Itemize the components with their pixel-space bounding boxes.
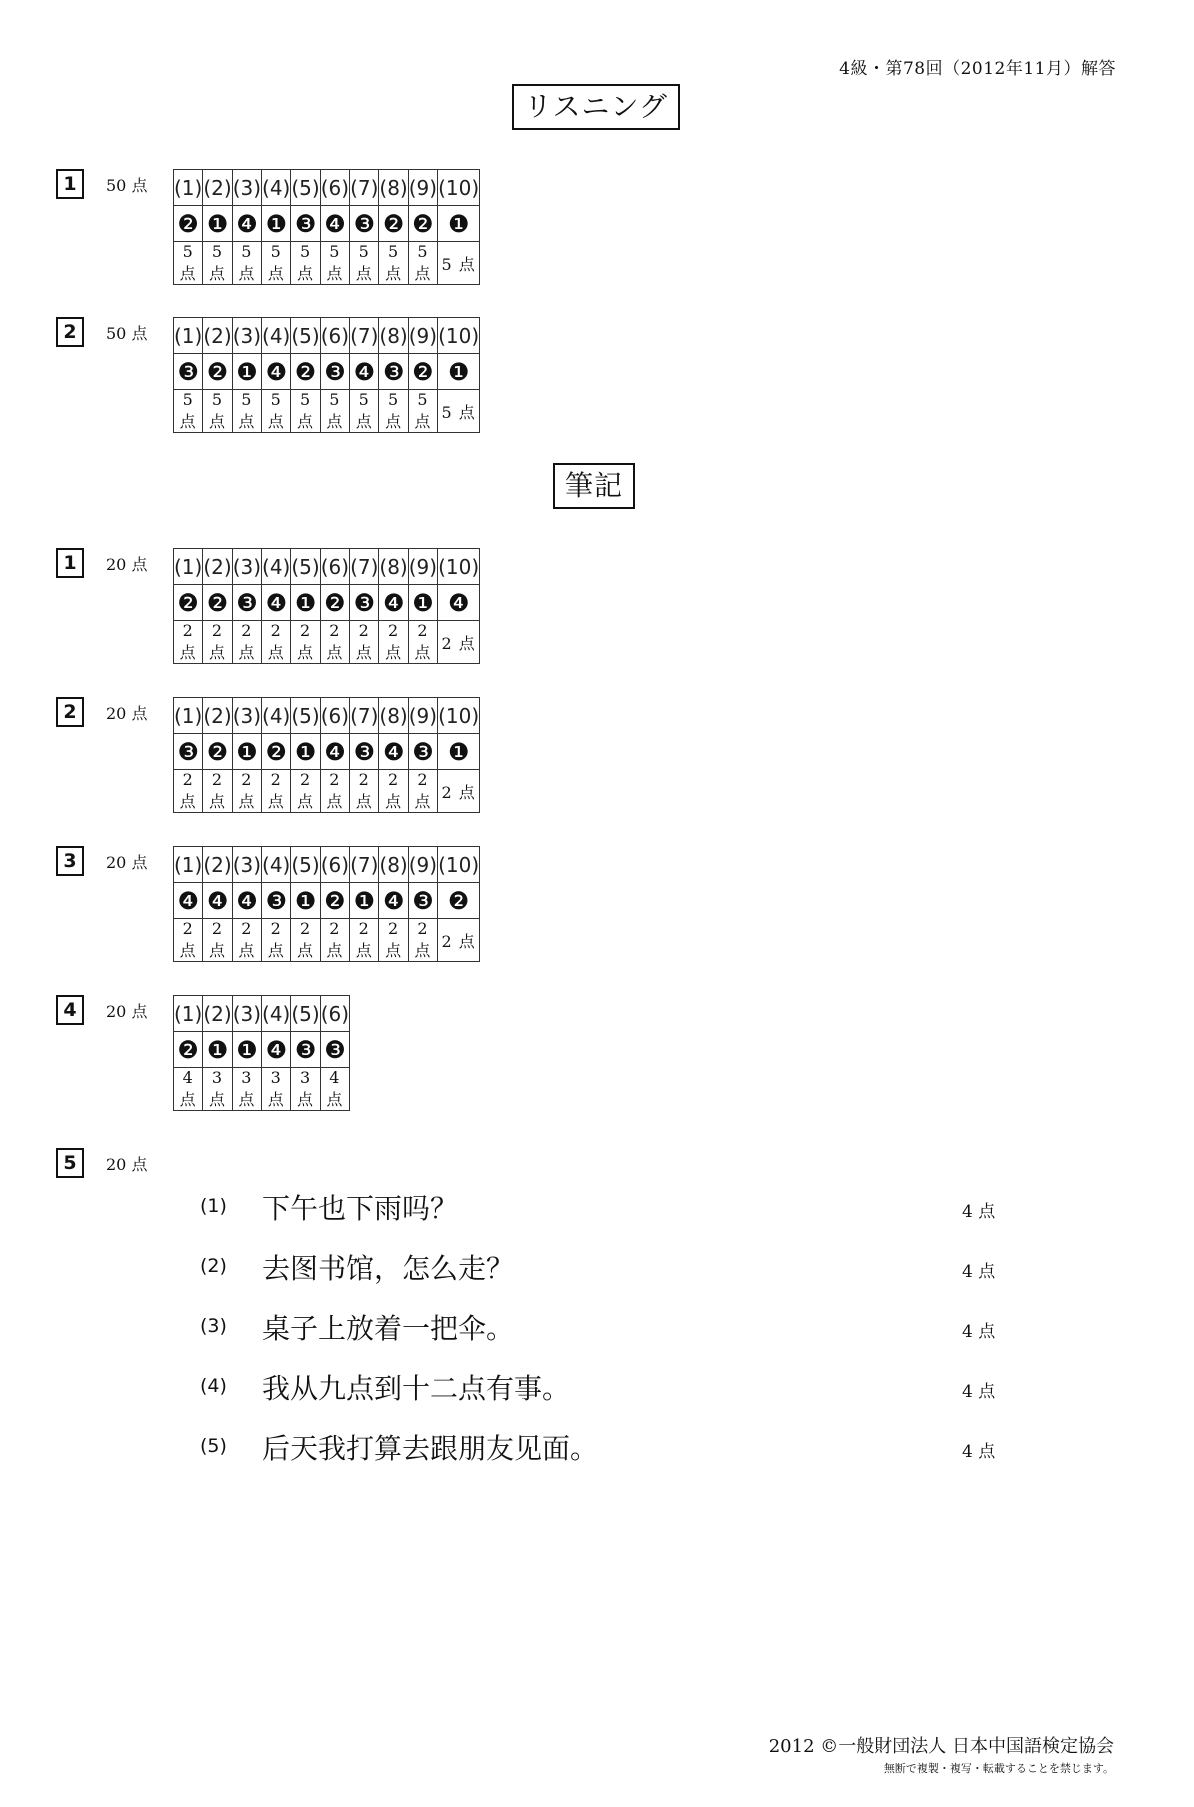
- answer-choice: ❸: [350, 734, 379, 770]
- question-label: (10): [438, 170, 480, 206]
- answer-choice: ❹: [320, 734, 349, 770]
- table-row: [174, 847, 480, 883]
- question-number: 2: [56, 697, 84, 727]
- question-label: (9): [408, 698, 437, 734]
- question-label: (3): [232, 318, 261, 354]
- sentence-points: 4 点: [962, 1442, 996, 1462]
- answer-choice: ❸: [174, 354, 203, 390]
- answer-choice: ❹: [262, 354, 291, 390]
- answer-choice: ❷: [174, 206, 203, 242]
- answer-choice: ❹: [379, 585, 408, 621]
- points-cell: 5 点: [350, 390, 379, 433]
- question-label: (2): [203, 318, 232, 354]
- points-cell: 5 点: [408, 390, 437, 433]
- question-label: (3): [232, 698, 261, 734]
- question-label: (2): [203, 698, 232, 734]
- answer-choice: ❷: [174, 1032, 203, 1068]
- question-number: 3: [56, 846, 84, 876]
- points-cell: 5 点: [203, 242, 232, 285]
- question-label: (5): [291, 318, 320, 354]
- points-cell: 2 点: [203, 919, 232, 962]
- question-label: (1): [174, 318, 203, 354]
- points-cell: 5 点: [291, 390, 320, 433]
- question-number: 2: [56, 317, 84, 347]
- question-label: (4): [262, 318, 291, 354]
- points-cell: 4 点: [320, 1068, 349, 1111]
- question-label: (6): [320, 698, 349, 734]
- answer-choice: ❷: [291, 354, 320, 390]
- table-row: [174, 919, 480, 962]
- points-cell: 5 点: [379, 390, 408, 433]
- answer-choice: ❸: [350, 206, 379, 242]
- copyright-text: 2012 ©一般財団法人 日本中国語検定協会: [768, 1736, 1114, 1757]
- translation-answers: [200, 1185, 1020, 1485]
- answer-table: [173, 317, 480, 433]
- sentence-points: 4 点: [962, 1202, 996, 1222]
- answer-choice: ❸: [291, 1032, 320, 1068]
- points-cell: 2 点: [262, 770, 291, 813]
- question-label: (10): [438, 698, 480, 734]
- points-cell: 2 点: [291, 919, 320, 962]
- answer-table: [173, 548, 480, 664]
- answer-choice: ❷: [203, 734, 232, 770]
- points-cell: 5 点: [438, 390, 480, 433]
- question-label: (7): [350, 847, 379, 883]
- points-cell: 2 点: [203, 621, 232, 664]
- question-number: 4: [56, 995, 84, 1025]
- sentence-points: 4 点: [962, 1382, 996, 1402]
- answer-choice: ❷: [320, 883, 349, 919]
- question-number: 1: [56, 169, 84, 199]
- table-row: [174, 206, 480, 242]
- points-cell: 2 点: [379, 919, 408, 962]
- question-label: (3): [232, 847, 261, 883]
- table-row: [174, 170, 480, 206]
- question-label: (5): [291, 170, 320, 206]
- answer-choice: ❸: [350, 585, 379, 621]
- table-row: [174, 318, 480, 354]
- section-total-points: 50 点: [106, 176, 148, 195]
- answer-choice: ❶: [291, 734, 320, 770]
- points-cell: 2 点: [408, 919, 437, 962]
- points-cell: 2 点: [350, 919, 379, 962]
- question-label: (9): [408, 170, 437, 206]
- points-cell: 2 点: [320, 919, 349, 962]
- points-cell: 2 点: [408, 621, 437, 664]
- points-cell: 2 点: [438, 919, 480, 962]
- points-cell: 2 点: [320, 621, 349, 664]
- question-label: (3): [232, 549, 261, 585]
- sentence-points: 4 点: [962, 1262, 996, 1282]
- table-row: [174, 549, 480, 585]
- answer-choice: ❶: [408, 585, 437, 621]
- question-label: (8): [379, 847, 408, 883]
- question-label: (7): [350, 170, 379, 206]
- sentence-text: 下午也下雨吗？: [262, 1192, 459, 1225]
- answer-choice: ❶: [262, 206, 291, 242]
- table-row: [174, 390, 480, 433]
- points-cell: 2 点: [262, 621, 291, 664]
- answer-choice: ❷: [320, 585, 349, 621]
- section-total-points: 20 点: [106, 853, 148, 872]
- reproduction-notice: 無断で複製・複写・転載することを禁じます。: [883, 1762, 1114, 1775]
- question-label: (2): [203, 549, 232, 585]
- question-label: (6): [320, 318, 349, 354]
- question-label: (8): [379, 698, 408, 734]
- sentence-points: 4 点: [962, 1322, 996, 1342]
- points-cell: 3 点: [232, 1068, 261, 1111]
- table-row: [174, 734, 480, 770]
- question-label: (1): [174, 549, 203, 585]
- points-cell: 5 点: [320, 390, 349, 433]
- answer-choice: ❸: [232, 585, 261, 621]
- answer-choice: ❶: [232, 354, 261, 390]
- question-label: (2): [203, 170, 232, 206]
- question-label: (6): [320, 549, 349, 585]
- question-label: (10): [438, 847, 480, 883]
- points-cell: 2 点: [203, 770, 232, 813]
- question-label: (6): [320, 996, 349, 1032]
- points-cell: 5 点: [262, 390, 291, 433]
- points-cell: 5 点: [320, 242, 349, 285]
- sentence-number: (4): [200, 1375, 227, 1397]
- answer-choice: ❶: [438, 354, 480, 390]
- points-cell: 2 点: [408, 770, 437, 813]
- question-label: (2): [203, 996, 232, 1032]
- points-cell: 3 点: [262, 1068, 291, 1111]
- points-cell: 5 点: [232, 242, 261, 285]
- question-label: (4): [262, 549, 291, 585]
- question-label: (7): [350, 698, 379, 734]
- points-cell: 2 点: [350, 621, 379, 664]
- points-cell: 2 点: [262, 919, 291, 962]
- exam-info: 4級・第78回（2012年11月）解答: [839, 59, 1116, 79]
- points-cell: 2 点: [232, 621, 261, 664]
- question-label: (10): [438, 318, 480, 354]
- question-label: (9): [408, 318, 437, 354]
- sentence-row: [200, 1245, 1020, 1305]
- section-total-points: 20 点: [106, 704, 148, 723]
- answer-choice: ❸: [408, 883, 437, 919]
- question-label: (10): [438, 549, 480, 585]
- question-label: (2): [203, 847, 232, 883]
- answer-choice: ❹: [203, 883, 232, 919]
- answer-choice: ❹: [379, 883, 408, 919]
- question-number: 1: [56, 548, 84, 578]
- question-label: (8): [379, 318, 408, 354]
- points-cell: 5 点: [350, 242, 379, 285]
- points-cell: 5 点: [438, 242, 480, 285]
- answer-choice: ❹: [320, 206, 349, 242]
- sentence-number: (5): [200, 1435, 227, 1457]
- points-cell: 3 点: [203, 1068, 232, 1111]
- question-label: (8): [379, 549, 408, 585]
- points-cell: 2 点: [232, 919, 261, 962]
- points-cell: 5 点: [174, 390, 203, 433]
- question-label: (1): [174, 996, 203, 1032]
- points-cell: 2 点: [379, 621, 408, 664]
- points-cell: 2 点: [320, 770, 349, 813]
- sentence-text: 去图书馆，怎么走？: [262, 1252, 515, 1285]
- question-label: (5): [291, 549, 320, 585]
- answer-choice: ❹: [379, 734, 408, 770]
- points-cell: 5 点: [408, 242, 437, 285]
- answer-choice: ❹: [262, 1032, 291, 1068]
- answer-choice: ❷: [203, 585, 232, 621]
- question-label: (4): [262, 996, 291, 1032]
- answer-choice: ❸: [320, 354, 349, 390]
- points-cell: 2 点: [174, 919, 203, 962]
- answer-choice: ❹: [174, 883, 203, 919]
- points-cell: 5 点: [291, 242, 320, 285]
- sentence-number: (2): [200, 1255, 227, 1277]
- writing-section-title: 筆記: [553, 463, 635, 509]
- answer-choice: ❷: [408, 354, 437, 390]
- question-label: (3): [232, 996, 261, 1032]
- answer-choice: ❸: [408, 734, 437, 770]
- answer-choice: ❹: [232, 206, 261, 242]
- section-total-points: 20 点: [106, 1002, 148, 1021]
- answer-choice: ❶: [350, 883, 379, 919]
- question-label: (9): [408, 847, 437, 883]
- points-cell: 3 点: [291, 1068, 320, 1111]
- answer-choice: ❶: [438, 734, 480, 770]
- answer-choice: ❷: [408, 206, 437, 242]
- table-row: [174, 585, 480, 621]
- points-cell: 5 点: [174, 242, 203, 285]
- table-row: [174, 996, 350, 1032]
- points-cell: 5 点: [232, 390, 261, 433]
- points-cell: 5 点: [262, 242, 291, 285]
- answer-table: [173, 169, 480, 285]
- question-label: (8): [379, 170, 408, 206]
- sentence-text: 我从九点到十二点有事。: [262, 1372, 571, 1405]
- points-cell: 2 点: [438, 621, 480, 664]
- points-cell: 2 点: [232, 770, 261, 813]
- section-total-points: 50 点: [106, 324, 148, 343]
- answer-choice: ❶: [291, 585, 320, 621]
- question-label: (6): [320, 170, 349, 206]
- answer-table: [173, 697, 480, 813]
- answer-choice: ❷: [379, 206, 408, 242]
- listening-section-title: リスニング: [512, 84, 680, 130]
- sentence-number: (3): [200, 1315, 227, 1337]
- answer-table: [173, 846, 480, 962]
- question-label: (1): [174, 170, 203, 206]
- points-cell: 2 点: [379, 770, 408, 813]
- answer-choice: ❷: [262, 734, 291, 770]
- points-cell: 5 点: [203, 390, 232, 433]
- table-row: [174, 883, 480, 919]
- question-label: (4): [262, 170, 291, 206]
- points-cell: 2 点: [174, 621, 203, 664]
- answer-choice: ❶: [291, 883, 320, 919]
- question-label: (9): [408, 549, 437, 585]
- table-row: [174, 698, 480, 734]
- answer-choice: ❹: [232, 883, 261, 919]
- answer-choice: ❸: [262, 883, 291, 919]
- table-row: [174, 621, 480, 664]
- points-cell: 2 点: [438, 770, 480, 813]
- sentence-row: [200, 1305, 1020, 1365]
- answer-table: [173, 995, 350, 1111]
- question-label: (4): [262, 698, 291, 734]
- answer-choice: ❸: [379, 354, 408, 390]
- question-label: (3): [232, 170, 261, 206]
- answer-choice: ❶: [438, 206, 480, 242]
- answer-choice: ❶: [203, 1032, 232, 1068]
- question-label: (4): [262, 847, 291, 883]
- points-cell: 2 点: [291, 770, 320, 813]
- sentence-row: [200, 1425, 1020, 1485]
- sentence-number: (1): [200, 1195, 227, 1217]
- answer-choice: ❶: [232, 734, 261, 770]
- table-row: [174, 1032, 350, 1068]
- section-total-points: 20 点: [106, 1155, 148, 1174]
- sentence-text: 桌子上放着一把伞。: [262, 1312, 515, 1345]
- question-label: (7): [350, 318, 379, 354]
- answer-choice: ❹: [438, 585, 480, 621]
- answer-choice: ❸: [291, 206, 320, 242]
- sentence-row: [200, 1185, 1020, 1245]
- question-number: 5: [56, 1148, 84, 1178]
- answer-choice: ❷: [438, 883, 480, 919]
- table-row: [174, 770, 480, 813]
- answer-choice: ❸: [320, 1032, 349, 1068]
- question-label: (6): [320, 847, 349, 883]
- sentence-row: [200, 1365, 1020, 1425]
- points-cell: 2 点: [174, 770, 203, 813]
- answer-choice: ❷: [174, 585, 203, 621]
- question-label: (7): [350, 549, 379, 585]
- section-total-points: 20 点: [106, 555, 148, 574]
- footer: [769, 1732, 1114, 1776]
- question-label: (1): [174, 847, 203, 883]
- points-cell: 2 点: [350, 770, 379, 813]
- question-label: (1): [174, 698, 203, 734]
- sentence-text: 后天我打算去跟朋友见面。: [262, 1432, 599, 1465]
- table-row: [174, 354, 480, 390]
- answer-choice: ❹: [350, 354, 379, 390]
- question-label: (5): [291, 847, 320, 883]
- answer-choice: ❸: [174, 734, 203, 770]
- points-cell: 5 点: [379, 242, 408, 285]
- points-cell: 4 点: [174, 1068, 203, 1111]
- answer-choice: ❹: [262, 585, 291, 621]
- answer-choice: ❶: [232, 1032, 261, 1068]
- question-label: (5): [291, 996, 320, 1032]
- table-row: [174, 242, 480, 285]
- table-row: [174, 1068, 350, 1111]
- question-label: (5): [291, 698, 320, 734]
- points-cell: 2 点: [291, 621, 320, 664]
- answer-choice: ❶: [203, 206, 232, 242]
- answer-choice: ❷: [203, 354, 232, 390]
